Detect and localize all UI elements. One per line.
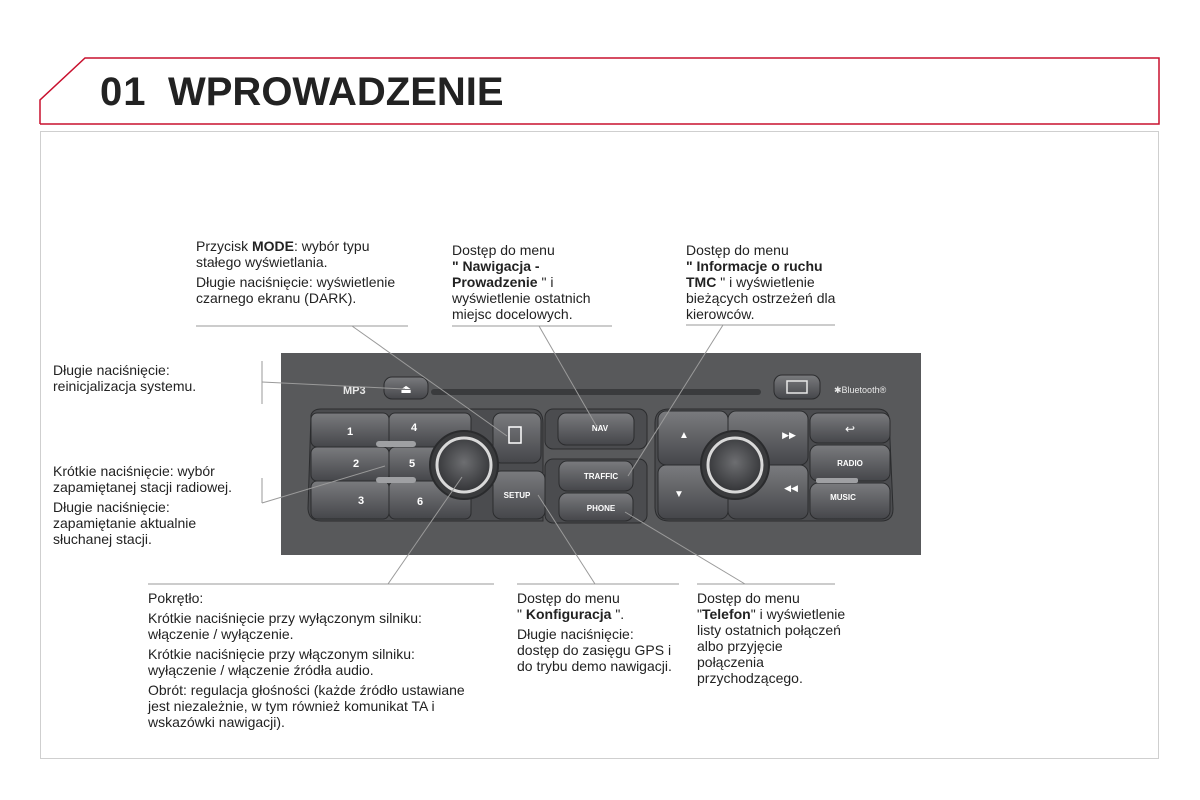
reset-callout-text: Długie naciśnięcie: reinicjalizacja systemu. xyxy=(53,362,197,394)
nav-label: NAV xyxy=(591,424,609,433)
knob-callout xyxy=(148,590,483,734)
chapter-number: 01 xyxy=(100,70,147,114)
phone-label: PHONE xyxy=(586,504,616,513)
preset-6-label: 6 xyxy=(416,496,424,508)
tmc-callout xyxy=(686,242,851,326)
down-icon: ▼ xyxy=(674,489,684,500)
nav-callout-text: " i wyświetlenie ostatnich miejsc docelowych. xyxy=(452,274,591,322)
back-icon: ↩ xyxy=(844,422,856,436)
setup-callout-text: " xyxy=(517,606,526,622)
phone-callout xyxy=(697,590,847,690)
presets-callout-long: Długie naciśnięcie: zapamiętanie aktualnie słuchanej stacji. xyxy=(53,499,197,547)
nav-callout-bold: " Nawigacja - Prowadzenie xyxy=(452,258,540,290)
setup-callout-text: Dostęp do menu xyxy=(517,590,620,606)
radio-label: RADIO xyxy=(837,459,863,468)
nav-callout xyxy=(452,242,617,326)
preset-5-label: 5 xyxy=(408,458,416,470)
knob-callout-line: Krótkie naciśnięcie przy włączonym silniku: wyłączenie / włączenie źródła audio. xyxy=(148,646,415,678)
setup-callout-bold: Konfiguracja xyxy=(525,606,612,622)
setup-label: SETUP xyxy=(503,491,531,500)
knob-callout-line: Obrót: regulacja głośności (każde źródło ustawiane jest niezależnie, w tym również komunikat TA i wskazówki nawigacji). xyxy=(148,682,465,730)
knob-callout-line: Krótkie naciśnięcie przy wyłączonym silniku: włączenie / wyłączenie. xyxy=(148,610,422,642)
mode-callout-text: Przycisk xyxy=(196,238,252,254)
nav-callout-text: Dostęp do menu xyxy=(452,242,555,258)
tmc-callout-bold: " Informacje o ruchu TMC xyxy=(686,258,823,290)
preset-3-label: 3 xyxy=(357,495,365,507)
preset-4-label: 4 xyxy=(410,422,418,434)
bluetooth-label: ✱Bluetooth® xyxy=(834,385,887,395)
traffic-label: TRAFFIC xyxy=(583,472,619,481)
preset-2-label: 2 xyxy=(352,458,360,470)
prev-icon: ◀◀ xyxy=(784,483,798,493)
mp3-label: MP3 xyxy=(343,385,366,397)
tmc-callout-text: Dostęp do menu xyxy=(686,242,789,258)
next-icon: ▶▶ xyxy=(782,430,796,440)
tmc-callout-text: " i wyświetlenie bieżących ostrzeżeń dla kierowców. xyxy=(686,274,836,322)
eject-icon: ⏏ xyxy=(400,382,412,396)
phone-callout-bold: Telefon xyxy=(701,606,751,622)
chapter-title: WPROWADZENIE xyxy=(168,70,504,114)
mode-callout-bold: MODE xyxy=(252,238,294,254)
phone-callout-text: Dostęp do menu " xyxy=(697,590,800,622)
reset-callout xyxy=(53,362,253,398)
knob-callout-title: Pokrętło: xyxy=(148,590,204,606)
phone-callout-text: " i wyświetlenie listy ostatnich połączeń albo przyjęcie połączenia przychodzącego. xyxy=(697,606,846,686)
setup-callout-long-press: Długie naciśnięcie: dostęp do zasięgu GPS i do trybu demo nawigacji. xyxy=(517,626,672,674)
presets-callout-short: Krótkie naciśnięcie: wybór zapamiętanej stacji radiowej. xyxy=(53,463,232,495)
presets-callout xyxy=(53,463,253,551)
preset-1-label: 1 xyxy=(346,426,354,438)
mode-callout-text: : wybór typu stałego wyświetlania. xyxy=(196,238,370,270)
music-label: MUSIC xyxy=(830,493,856,502)
mode-callout xyxy=(196,238,406,310)
up-icon: ▲ xyxy=(679,430,689,441)
mode-callout-long-press: Długie naciśnięcie: wyświetlenie czarnego ekranu (DARK). xyxy=(196,274,396,306)
setup-callout-text: ". xyxy=(611,606,625,622)
setup-callout xyxy=(517,590,677,678)
